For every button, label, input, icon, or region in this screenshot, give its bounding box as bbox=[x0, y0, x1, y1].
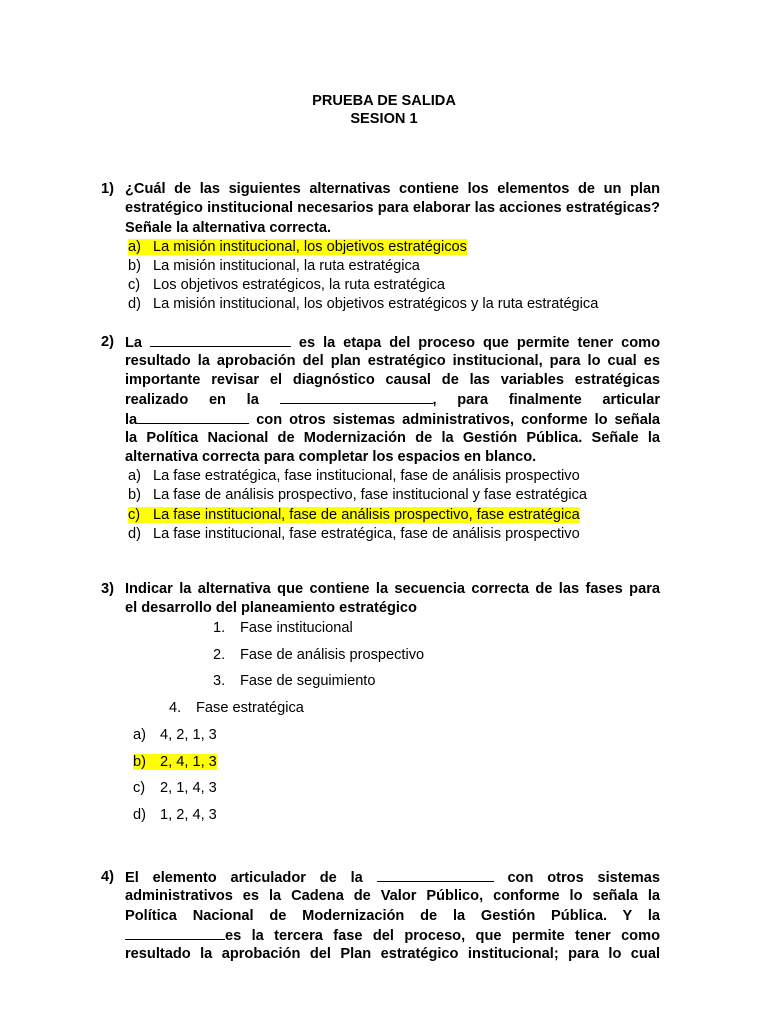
fill-in-blank bbox=[150, 333, 291, 347]
question-2-line-3: importante revisar el diagnóstico causal de las variables estratégicas bbox=[125, 372, 660, 388]
answer-highlight: b) 2, 4, 1, 3 bbox=[133, 754, 217, 770]
fill-in-blank bbox=[280, 390, 433, 404]
question-2-line-1: La es la etapa del proceso que permite tener como bbox=[125, 335, 660, 351]
phase-item-3: 3. Fase de seguimiento bbox=[213, 673, 376, 689]
question-2-line-5: la con otros sistemas administrativos, conforme lo señala bbox=[125, 412, 660, 428]
question-3-option-b bbox=[133, 753, 217, 772]
question-1-option-d: d) La misión institucional, los objetivos estratégicos y la ruta estratégica bbox=[128, 296, 599, 312]
phase-item-4: 4. Fase estratégica bbox=[169, 700, 304, 716]
question-4-line-1: El elemento articulador de la con otros sistemas bbox=[125, 870, 660, 886]
question-4-line-3: Política Nacional de Modernización de la Gestión Pública. Y la bbox=[125, 908, 660, 924]
question-3-option-d: d) 1, 2, 4, 3 bbox=[133, 807, 217, 823]
question-1-option-a bbox=[128, 238, 467, 257]
question-2-option-b: b) La fase de análisis prospectivo, fase institucional y fase estratégica bbox=[128, 487, 588, 503]
question-2-line-4: realizado en la , para finalmente articular bbox=[125, 392, 661, 408]
question-4-number: 4) bbox=[101, 869, 114, 885]
fill-in-blank bbox=[377, 868, 494, 882]
question-4-line-2: administrativos es la Cadena de Valor Público, conforme lo señala la bbox=[125, 888, 660, 904]
question-2-number: 2) bbox=[101, 334, 114, 350]
question-3-line-1: Indicar la alternativa que contiene la secuencia correcta de las fases para bbox=[125, 581, 660, 597]
question-4-line-4: es la tercera fase del proceso, que permite tener como bbox=[125, 926, 660, 946]
question-2-line-7: alternativa correcta para completar los espacios en blanco. bbox=[125, 449, 537, 465]
document-subtitle: SESION 1 bbox=[350, 111, 418, 127]
question-1-text: ¿Cuál de las siguientes alternativas contiene los elementos de un plan estratégico institucional necesarios para elaborar las acciones estratégicas? Señale la alternativa correcta. bbox=[125, 181, 660, 236]
question-2-line-2: resultado la aprobación del plan estratégico institucional, para lo cual es bbox=[125, 353, 660, 369]
question-3-line-2: el desarrollo del planeamiento estratégico bbox=[125, 600, 417, 616]
fill-in-blank bbox=[125, 926, 225, 940]
question-2-option-a: a) La fase estratégica, fase institucional, fase de análisis prospectivo bbox=[128, 468, 580, 484]
answer-highlight: a) La misión institucional, los objetivos estratégicos bbox=[128, 239, 467, 255]
question-1-option-b: b) La misión institucional, la ruta estratégica bbox=[128, 258, 420, 274]
fill-in-blank bbox=[137, 410, 249, 424]
question-3-option-c: c) 2, 1, 4, 3 bbox=[133, 780, 217, 796]
question-3-option-a: a) 4, 2, 1, 3 bbox=[133, 727, 217, 743]
question-2-line-6: la Política Nacional de Modernización de la Gestión Pública. Señale la bbox=[125, 430, 660, 446]
question-1-option-c: c) Los objetivos estratégicos, la ruta estratégica bbox=[128, 277, 446, 293]
question-1-number: 1) bbox=[101, 181, 114, 197]
question-2-option-c bbox=[128, 506, 580, 525]
phase-item-2: 2. Fase de análisis prospectivo bbox=[213, 647, 425, 663]
question-4-line-5: resultado la aprobación del Plan estratégico institucional; para lo cual bbox=[125, 946, 660, 962]
document-title: PRUEBA DE SALIDA bbox=[312, 93, 456, 109]
phase-item-1: 1. Fase institucional bbox=[213, 620, 353, 636]
question-2-option-d: d) La fase institucional, fase estratégica, fase de análisis prospectivo bbox=[128, 526, 580, 542]
answer-highlight: c) La fase institucional, fase de análisis prospectivo, fase estratégica bbox=[128, 507, 580, 523]
question-3-number: 3) bbox=[101, 581, 114, 597]
